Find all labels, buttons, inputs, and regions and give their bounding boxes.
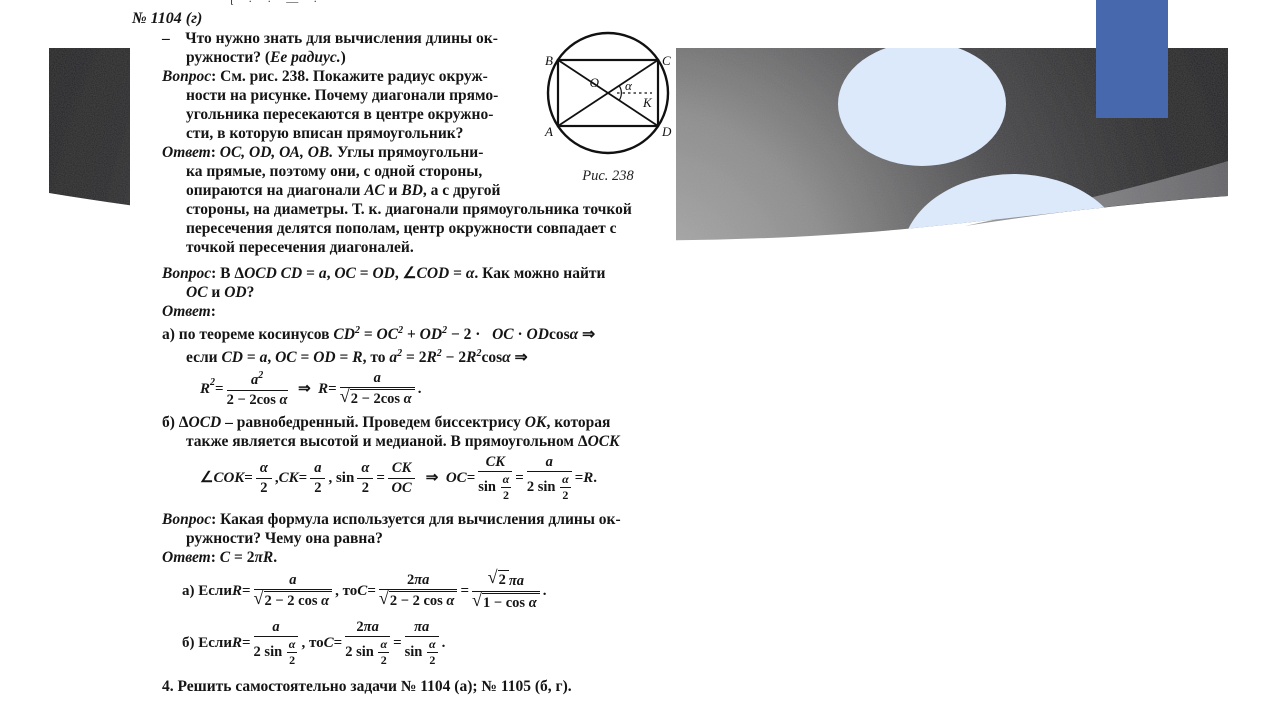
text-line: Ответ: [162,303,216,320]
fraction-denominator: sin $\frac{\alpha}{2}$ [404,637,436,668]
fraction-numerator: α [502,472,510,487]
fraction-denominator: 2 [562,488,569,503]
fraction-denominator: 2 [380,653,387,668]
text-line: угольника пересекаются в центре окружно- [186,106,494,123]
fraction-numerator: α [288,637,296,652]
figure-238 [533,26,683,176]
text-line: сти, в которую вписан прямоугольник? [186,125,464,142]
fraction-numerator: CK [478,454,512,473]
formula-line: ∠ COK = $\frac{\alpha}{2}$ , CK = $\frac{a}{2}$ , sin $\frac{\alpha}{2}$ = $\frac{CK}{OC}$ ⇒ OC = CK sin $\frac{\alpha}{2}$ = a 2 sin $\frac{\alpha}{2}$ = R . [200,453,598,503]
fraction-denominator: 2 [502,488,509,503]
text-line: опираются на диагонали АС и BD, а с другой [186,182,501,199]
accent-rectangle [1096,0,1168,118]
text-line: стороны, на диаметры. Т. к. диагонали прямоугольника точкой [186,201,632,218]
fraction-numerator: $a^2$ [227,370,288,391]
fraction-numerator: α [429,637,436,652]
text-line: ружности? (Ее радиус.) [186,49,346,66]
text-line: пересечения делятся пополам, центр окружности совпадает с [186,220,617,237]
text-line: а) по теореме косинусов $CD^2 = OC^2 + OD^2 - 2$ · OC · ODcosα ⇒ [162,325,596,344]
figure-caption: Рис. 238 [582,168,634,184]
text-line: также является высотой и медианой. В прямоугольном ΔOCK [186,433,620,451]
fraction-denominator: 2 [314,479,322,496]
fraction-denominator: OC [391,479,412,496]
formula-line: а) Если R = a √ 2 − 2 cos α , то C = 2πa √ 2 − 2 cos α = √ 2 πa √ 1 − cos α . [182,567,547,611]
text-line: 4. Решить самостоятельно задачи № 1104 (а); № 1105 (б, г). [162,678,572,696]
vertex-label-C: C [662,53,671,68]
text-line: ружности? Чему она равна? [186,530,383,548]
decor-circle-1 [838,42,1006,166]
text-line: Ответ: C = 2πR. [162,549,278,567]
fraction-numerator: CK [388,460,415,479]
radical-sign: √ [339,386,350,407]
fraction-numerator: a [254,619,299,638]
fraction-denominator: 2 sin $\frac{\alpha}{2}$ [253,637,296,668]
fraction-denominator: √ 2 − 2 cos α [379,590,458,611]
text-line: Вопрос: См. рис. 238. Покажите радиус окруж- [162,68,488,85]
fraction-denominator: √ 2 − 2 cos α [254,590,333,611]
vertex-label-B: B [545,53,553,68]
fraction-denominator: √ 2 − 2cos α [340,388,415,409]
fraction-denominator: √ 1 − cos α [472,592,540,613]
fraction-numerator: α [380,637,388,652]
cropped-line-fragment: ι · · — · [230,0,324,8]
text-line: Ответ: ОС, OD, ОА, ОВ. Углы прямоугольни- [162,144,484,161]
fraction-denominator: 2 [429,653,436,668]
formula-line: б) Если R = a 2 sin $\frac{\alpha}{2}$ , то C = 2πa 2 sin $\frac{\alpha}{2}$ = πa sin $\frac{\alpha}{2}$ . [182,618,446,668]
fraction-numerator: α [562,472,569,487]
radical-sign: √ [378,588,389,609]
fraction-numerator: α [256,460,272,479]
formula-line: R $^2$ = $\frac{a^2}{\text{2 − 2cos α}}$ ⇒ R = a √ 2 − 2cos α . [200,369,422,408]
angle-label-alpha: α [625,78,632,93]
figure-drawing [533,26,683,176]
fraction-numerator: a [310,460,325,479]
fraction-numerator: a [527,454,572,473]
fraction-numerator: α [357,460,373,479]
text-line: б) ΔOCD – равнобедренный. Проведем биссектрису ОК, которая [162,414,611,432]
radical-sign: √ [253,588,264,609]
fraction-denominator: 2 sin $\frac{\alpha}{2}$ [526,472,569,503]
center-label-O: O [589,75,599,90]
problem-number-heading: № 1104 (г) [132,10,203,27]
fraction-numerator: a [340,370,415,389]
fraction-numerator: a [254,572,333,591]
text-line: – Что нужно знать для вычисления длины ок- [162,30,498,47]
fraction-denominator: 2 [361,479,369,496]
text-line: ности на рисунке. Почему диагонали прямо- [186,87,499,104]
text-line: если CD = a, OC = OD = R, то $a^2 = 2R^2 - 2R^2\cos\alpha$ ⇒ [186,348,528,367]
radical-sign: √ [472,589,482,610]
fraction-numerator: 2πa [345,619,390,638]
point-label-K: K [643,95,652,110]
document-scan [130,0,676,720]
radical-sign: √ [487,567,498,588]
fraction-numerator: 2πa [379,572,458,591]
vertex-label-A: A [545,124,553,139]
text-line: Вопрос: Какая формула используется для вычисления длины ок- [162,511,621,529]
text-line: ОС и OD? [186,284,255,301]
fraction-numerator: √ 2 πa [472,570,540,592]
fraction-denominator: 2 [260,479,268,496]
text-line: Вопрос: В ΔOCD CD = a, OC = OD, ∠COD = α. Как можно найти [162,265,606,282]
text-line: точкой пересечения диагоналей. [186,239,414,256]
fraction-denominator: 2 sin $\frac{\alpha}{2}$ [345,637,388,668]
vertex-label-D: D [662,124,672,139]
fraction-denominator: sin $\frac{\alpha}{2}$ [478,472,510,503]
fraction-numerator: πa [405,619,439,638]
fraction-denominator: 2 − 2cos α [226,391,288,408]
text-line: ка прямые, поэтому они, с одной стороны, [186,163,483,180]
fraction-denominator: 2 [289,653,296,668]
